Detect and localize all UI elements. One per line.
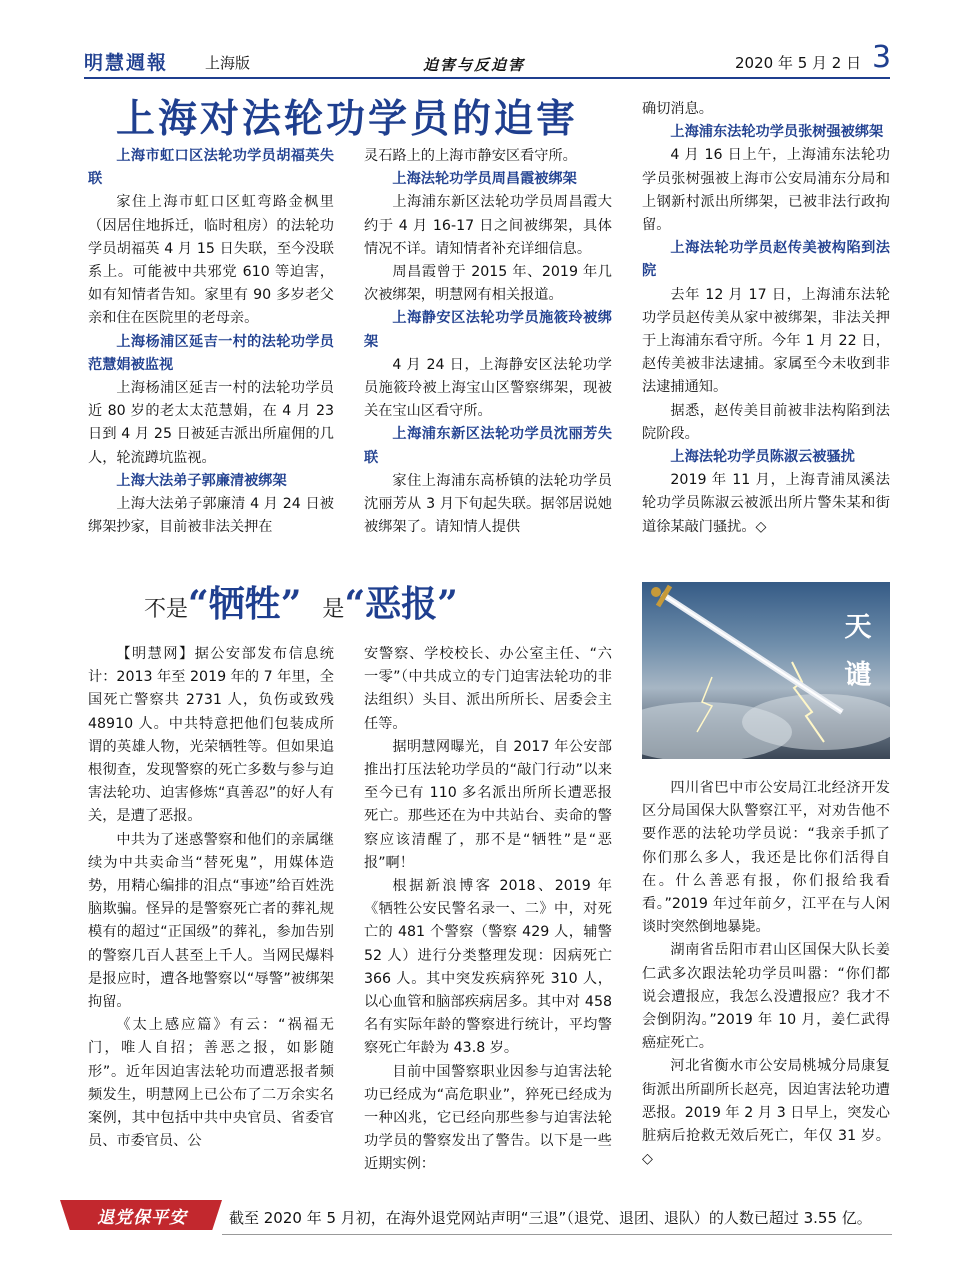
paragraph: 4 月 16 日上午，上海浦东法轮功学员张树强被上海市公安局浦东分局和上钢新村派出所绑架，已被非法行政拘留。: [642, 147, 890, 234]
article2-column-2: [364, 643, 612, 1177]
footer-text: 截至 2020 年 5 月初，在海外退党网站声明“三退”（退党、退团、退队）的人数已超过 3.55 亿。: [229, 1209, 872, 1227]
section-title: 迫害与反迫害: [423, 56, 526, 74]
masthead: 明慧週報: [84, 52, 169, 74]
subheading: 上海静安区法轮功学员施筱玲被绑架: [364, 310, 612, 350]
paragraph: 河北省衡水市公安局桃城分局康复街派出所副所长赵亮，因迫害法轮功遭恶报。2019 年 2 月 3 日早上，突发心脏病后抢救无效后死亡，年仅 31 岁。◇: [642, 1058, 890, 1168]
subheading: 上海法轮功学员陈淑云被骚扰: [670, 449, 855, 466]
paragraph: 四川省巴中市公安局江北经济开发区分局国保大队警察江平，对劝告他不要作恶的法轮功学员说：“我亲手抓了你们那么多人，我还是比你们活得自在。什么善恶有报，你们报给我看看。”2019 年过年前夕，江平在与人闲谈时突然倒地暴毙。: [642, 780, 890, 936]
paragraph: 家住上海浦东高桥镇的法轮功学员沈丽芳从 3 月下旬起失联。据邻居说她被绑架了。请知情人提供: [364, 472, 612, 536]
issue-date: 2020 年 5 月 2 日: [735, 54, 862, 72]
article1-column-2: [364, 145, 612, 539]
subheading: 上海杨浦区延吉一村的法轮功学员范慧娟被监视: [88, 333, 334, 373]
paragraph: 灵石路上的上海市静安区看守所。: [364, 148, 577, 164]
footer-rule: [222, 1234, 892, 1235]
subheading: 上海大法弟子郭廉清被绑架: [116, 472, 287, 489]
title-part-not: 不是: [144, 597, 189, 622]
article1-column-1: [88, 145, 334, 539]
article1-column-3: [642, 98, 890, 539]
paragraph: 确切消息。: [642, 101, 713, 117]
title-part-is: 是: [322, 597, 345, 622]
article1-title: 上海对法轮功学员的迫害: [116, 96, 579, 142]
paragraph: 据悉，赵传美目前被非法构陷到法院阶段。: [642, 402, 890, 442]
page-number: 3: [872, 40, 892, 75]
tianqian-label: 天谴: [844, 612, 872, 691]
subheading: 上海法轮功学员周昌霞被绑架: [392, 171, 577, 188]
edition-label: 上海版: [205, 54, 251, 72]
paragraph: 《太上感应篇》有云：“祸福无门，唯人自招；善恶之报，如影随形”。近年因迫害法轮功而遭恶报者频频发生，明慧网上已公布了二万余实名案例，其中包括中共中央官员、省委官员、市委官员、公: [88, 1017, 334, 1150]
paragraph: 去年 12 月 17 日，上海浦东法轮功学员赵传美从家中被绑架，非法关押于上海浦东看守所。今年 1 月 22 日，赵传美被非法逮捕。家属至今未收到非法逮捕通知。: [642, 286, 890, 396]
paragraph: 上海杨浦区延吉一村的法轮功学员近 80 岁的老太太范慧娟，在 4 月 23 日到 4 月 25 日被延吉派出所雇佣的几人，轮流蹲坑监视。: [88, 380, 334, 466]
subheading: 上海法轮功学员赵传美被构陷到法院: [642, 240, 890, 280]
paragraph: 4 月 24 日，上海静安区法轮功学员施筱玲被上海宝山区警察绑架，现被关在宝山区看守所。: [364, 356, 612, 420]
paragraph: 上海大法弟子郭廉清 4 月 24 日被绑架抄家，目前被非法关押在: [88, 496, 334, 536]
paragraph: 目前中国警察职业因参与迫害法轮功已经成为“高危职业”，猝死已经成为一种凶兆，它已经向那些参与迫害法轮功学员的警察发出了警告。以下是一些近期实例：: [364, 1063, 612, 1173]
paragraph: 【明慧网】据公安部发布信息统计：2013 年至 2019 年的 7 年里，全国死亡警察共 2731 人，负伤或致残 48910 人。中共特意把他们包装成所谓的英雄人物，光荣牺牲等。但如果追根彻查，发现警察的死亡多数与参与迫害法轮功、迫害修炼“真善忍”的好人有关，是遭了恶报。: [88, 646, 334, 825]
paragraph: 安警察、学校校长、办公室主任、“六一零”（中共成立的专门迫害法轮功的非法组织）头目、派出所所长、居委会主任等。: [364, 646, 612, 732]
paragraph: 家住上海市虹口区虹弯路金枫里（因居住地拆迁，临时租房）的法轮功学员胡福英 4 月 15 日失联，至今没联系上。可能被中共邪党 610 等迫害，如有知情者告知。家里有 90 多岁老父亲和住在医院里的老母亲。: [88, 194, 334, 327]
article2-column-1: [88, 643, 334, 1153]
paragraph: 据明慧网曝光，自 2017 年公安部推出打压法轮功学员的“敲门行动”以来至今已有 110 多名派出所所长遭恶报死亡。那些还在为中共站台、卖命的警察应该清醒了，那不是“牺牲”是“恶报”啊！: [364, 738, 612, 871]
storm-sword-image: [642, 582, 890, 759]
paragraph: 周昌霞曾于 2015 年、2019 年几次被绑架，明慧网有相关报道。: [364, 264, 612, 304]
header-rule: [84, 77, 890, 79]
title-part-retribution: “恶报”: [344, 583, 458, 625]
paragraph: 上海浦东新区法轮功学员周昌霞大约于 4 月 16-17 日之间被绑架，具体情况不详。请知情者补充详细信息。: [364, 194, 612, 257]
paragraph: 湖南省岳阳市君山区国保大队长姜仁武多次跟法轮功学员叫嚣：“你们都说会遭报应，我怎么没遭报应？我才不会倒阴沟。”2019 年 10 月，姜仁武得癌症死亡。: [642, 942, 890, 1052]
paragraph: 2019 年 11 月，上海青浦凤溪法轮功学员陈淑云被派出所片警朱某和街道徐某敲门骚扰。◇: [642, 472, 890, 535]
article2-title: [144, 576, 458, 627]
footer-label: 退党保平安: [97, 1208, 187, 1228]
paragraph: 中共为了迷惑警察和他们的亲属继续为中共卖命当“替死鬼”，用媒体造势，用精心编排的泪点“事迹”给百姓洗脑欺骗。怪异的是警察死亡者的葬礼规模有的超过“正国级”的葬礼，参加告别的警察几百人甚至上千人。当网民爆料是报应时，遭各地警察以“辱警”被绑架拘留。: [88, 831, 334, 1011]
subheading: 上海浦东新区法轮功学员沈丽芳失联: [364, 426, 612, 466]
title-part-sacrifice: “牺牲”: [188, 583, 302, 625]
subheading: 上海浦东法轮功学员张树强被绑架: [670, 124, 884, 141]
subheading: 上海市虹口区法轮功学员胡福英失联: [88, 148, 334, 188]
paragraph: 根据新浪博客 2018、2019 年《牺牲公安民警名录一、二》中，对死亡的 481 个警察（警察 429 人，辅警 52 人）进行分类整理发现：因病死亡 366 人。其中突发疾病猝死 310 人，以心血管和脑部疾病居多。其中对 458 名有实际年龄的警察进行统计，平均警察死亡年龄为 43.8 岁。: [364, 878, 612, 1057]
tianqian-column: [642, 777, 890, 1171]
